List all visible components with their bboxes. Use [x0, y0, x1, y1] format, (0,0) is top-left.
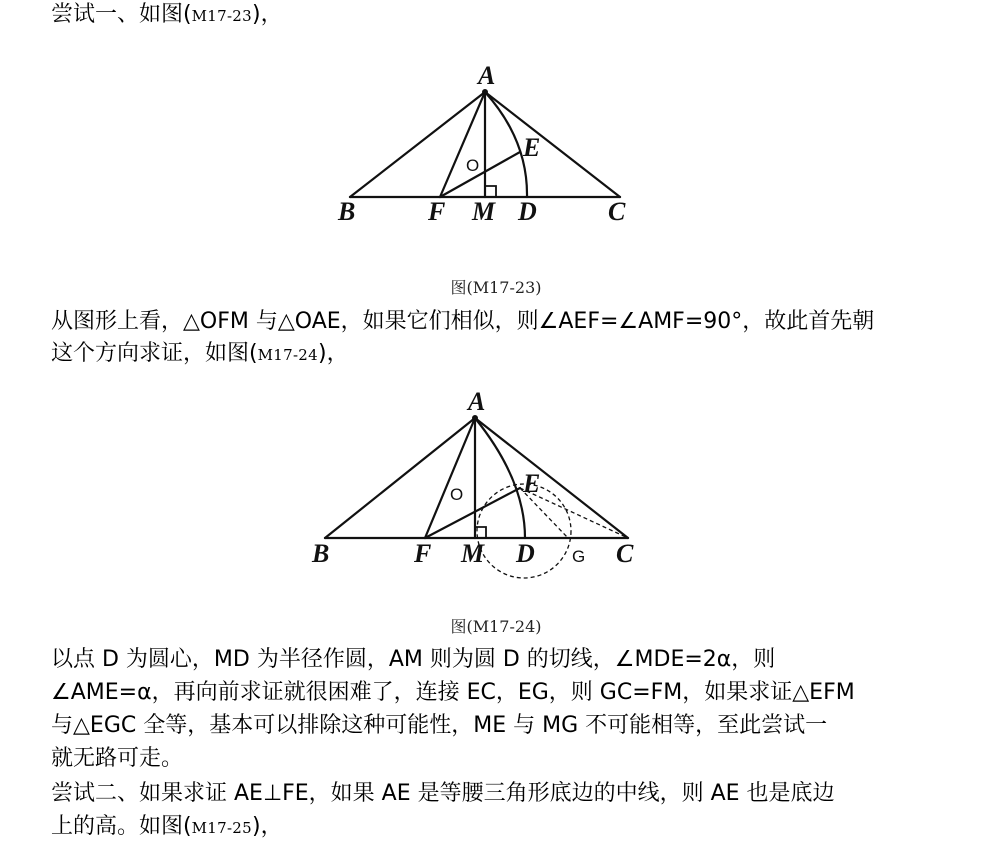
figure-ref: M17-25	[191, 819, 252, 837]
label-M: M	[472, 197, 496, 226]
figure-m17-23	[330, 60, 670, 230]
label-O: O	[450, 485, 464, 504]
paragraph-line: 就无路可走。	[51, 746, 184, 771]
label-F: F	[414, 539, 432, 568]
label-E: E	[523, 133, 541, 162]
figure-ref: M17-24	[257, 346, 318, 364]
figure-m17-24	[300, 385, 680, 585]
label-F: F	[428, 197, 446, 226]
label-O: O	[466, 156, 480, 175]
paragraph-line: 从图形上看，△OFM 与△OAE，如果它们相似，则∠AEF=∠AMF=90°，故此首先朝	[51, 309, 875, 334]
label-A: A	[478, 61, 496, 90]
figure-ref: M17-23	[191, 7, 252, 25]
label-C: C	[616, 539, 634, 568]
label-G: G	[572, 547, 586, 566]
paragraph-line: 以点 D 为圆心，MD 为半径作圆，AM 则为圆 D 的切线，∠MDE=2α，则	[51, 647, 776, 672]
label-B: B	[338, 197, 356, 226]
paragraph-line: 尝试二、如果求证 AE⊥FE，如果 AE 是等腰三角形底边的中线，则 AE 也是底边	[51, 781, 835, 806]
paragraph-line: 上的高。如图(M17-25)，	[51, 814, 283, 839]
paragraph-line: 这个方向求证，如图(M17-24)，	[51, 341, 349, 366]
label-C: C	[608, 197, 626, 226]
label-D: D	[518, 197, 537, 226]
intro-line: 尝试一、如图(M17-23)，	[51, 2, 283, 27]
paragraph-line: 与△EGC 全等，基本可以排除这种可能性，ME 与 MG 不可能相等，至此尝试一	[51, 713, 828, 738]
label-B: B	[312, 539, 330, 568]
label-D: D	[516, 539, 535, 568]
paragraph-line: ∠AME=α，再向前求证就很困难了，连接 EC，EG，则 GC=FM，如果求证△EFM	[51, 680, 855, 705]
label-A: A	[468, 387, 486, 416]
figure-caption: 图(M17-23)	[450, 278, 542, 297]
label-M: M	[461, 539, 485, 568]
label-E: E	[523, 469, 541, 498]
figure-caption: 图(M17-24)	[450, 617, 542, 636]
